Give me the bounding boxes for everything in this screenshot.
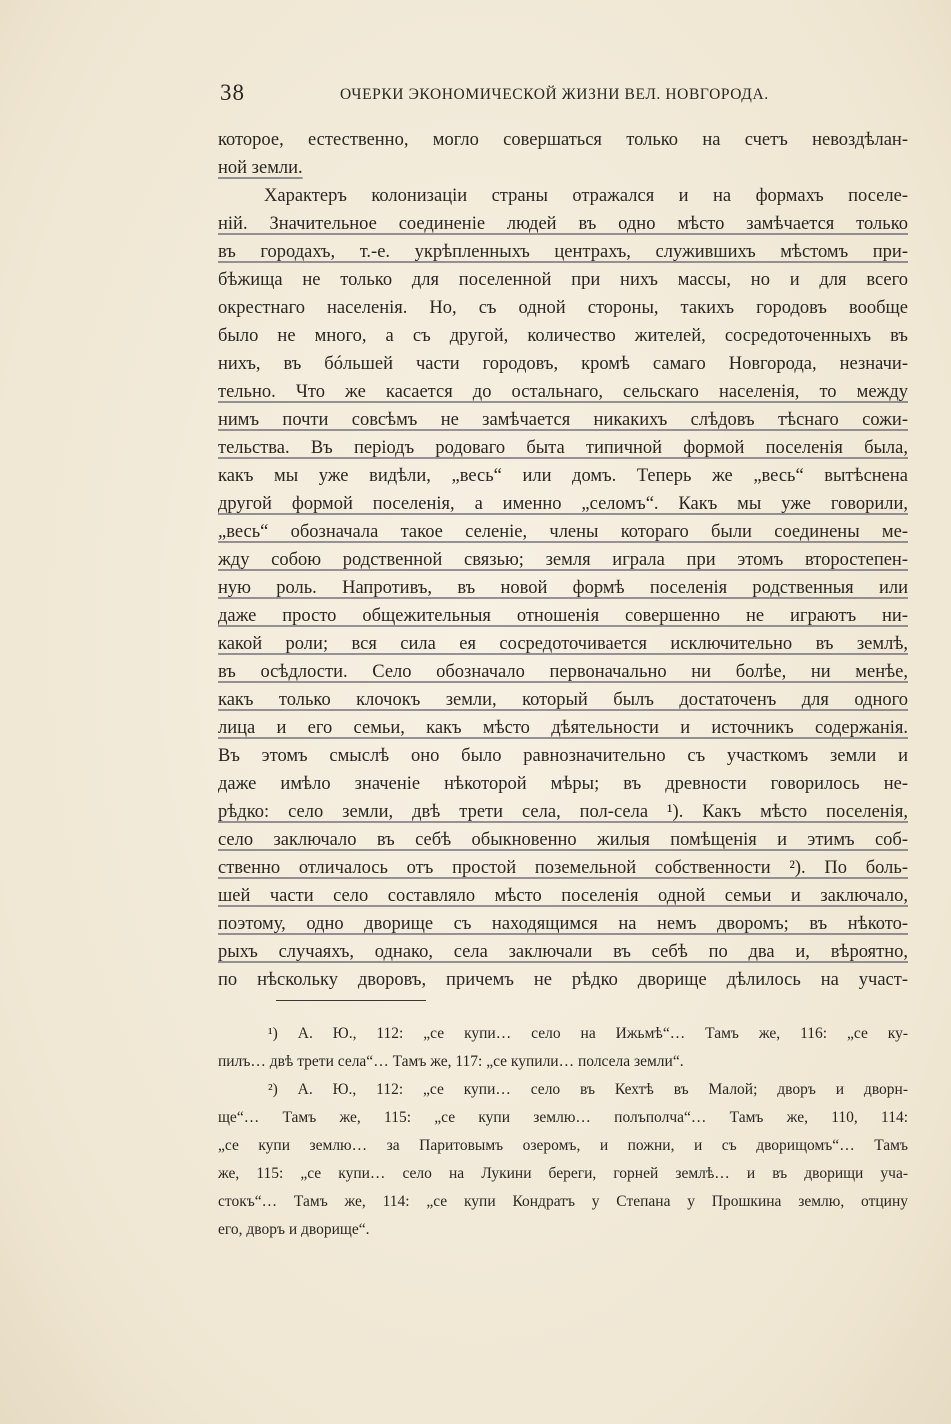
footnote-line: пилъ… двѣ трети села“… Тамъ же, 117: „се купили… полсела земли“. bbox=[218, 1053, 684, 1070]
body-line: ной земли. bbox=[218, 158, 303, 178]
body-line: рыхъ случаяхъ, однако, села заключали въ себѣ по два и, вѣроятно, bbox=[218, 942, 908, 962]
footnote-line: же, 115: „се купи… село на Лукини береги, горней землѣ… и въ дворищи уча- bbox=[218, 1165, 908, 1182]
body-line: „весь“ обозначала такое селеніе, члены котораго были соединены ме- bbox=[218, 522, 908, 542]
body-line: было не много, а съ другой, количество жителей, сосредоточенныхъ въ bbox=[218, 326, 908, 346]
body-line: Характеръ колонизаціи страны отражался и на формахъ поселе- bbox=[264, 186, 908, 206]
body-line: бѣжища не только для поселенной при нихъ массы, но и для всего bbox=[218, 270, 908, 290]
running-head: ОЧЕРКИ ЭКОНОМИЧЕСКОЙ ЖИЗНИ ВЕЛ. НОВГОРОДА. bbox=[340, 86, 769, 103]
footnote-line: его, дворъ и дворище“. bbox=[218, 1221, 370, 1238]
page-number: 38 bbox=[220, 80, 245, 105]
body-line: нихъ, въ бóльшей части городовъ, кромѣ самаго Новгорода, незначи- bbox=[218, 354, 908, 374]
body-line: какой роли; вся сила ея сосредоточивается исключительно въ землѣ, bbox=[218, 634, 908, 654]
body-line: въ городахъ, т.-е. укрѣпленныхъ центрахъ, служившихъ мѣстомъ при- bbox=[218, 242, 908, 262]
body-line: ную роль. Напротивъ, въ новой формѣ поселенія родственныя или bbox=[218, 578, 908, 598]
body-line: поэтому, одно дворище съ находящимся на немъ дворомъ; въ нѣкото- bbox=[218, 914, 908, 934]
body-line: тельно. Что же касается до остальнаго, сельскаго населенія, то между bbox=[218, 382, 908, 402]
body-line: шей части село составляло мѣсто поселенія одной семьи и заключало, bbox=[218, 886, 908, 906]
body-line: тельства. Въ періодъ родоваго быта типичной формой поселенія была, bbox=[218, 438, 908, 458]
body-line: даже имѣло значеніе нѣкоторой мѣры; въ древности говорилось не- bbox=[218, 774, 908, 794]
body-line: другой формой поселенія, а именно „селомъ“. Какъ мы уже говорили, bbox=[218, 494, 908, 514]
body-line: какъ мы уже видѣли, „весь“ или домъ. Теперь же „весь“ вытѣснена bbox=[218, 466, 908, 486]
body-line: жду собою родственной связью; земля играла при этомъ второстепен- bbox=[218, 550, 908, 570]
body-line: по нѣскольку дворовъ, причемъ не рѣдко дворище дѣлилось на участ- bbox=[218, 970, 908, 990]
body-line: рѣдко: село земли, двѣ трети села, пол-села ¹). Какъ мѣсто поселенія, bbox=[218, 802, 908, 822]
footnote-line: ще“… Тамъ же, 115: „се купи землю… полъполча“… Тамъ же, 110, 114: bbox=[218, 1109, 908, 1126]
footnote-line: ¹) А. Ю., 112: „се купи… село на Ижьмѣ“… Тамъ же, 116: „се ку- bbox=[268, 1025, 908, 1042]
body-line: какъ только клочокъ земли, который былъ достаточенъ для одного bbox=[218, 690, 908, 710]
body-line: ственно отличалось отъ простой поземельной собственности ²). По боль- bbox=[218, 858, 908, 878]
body-line: которое, естественно, могло совершаться только на счетъ невоздѣлан- bbox=[218, 130, 908, 150]
body-line: ній. Значительное соединеніе людей въ одно мѣсто замѣчается только bbox=[218, 214, 908, 234]
body-line: даже просто общежительныя отношенія совершенно не играютъ ни- bbox=[218, 606, 908, 626]
footnote-line: ²) А. Ю., 112: „се купи… село въ Кехтѣ въ Малой; дворъ и дворн- bbox=[268, 1081, 908, 1098]
footnote-line: „се купи землю… за Паритовымъ озеромъ, и пожни, и съ дворищомъ“… Тамъ bbox=[218, 1137, 908, 1154]
page-header bbox=[218, 80, 908, 116]
body-line: нимъ почти совсѣмъ не замѣчается никакихъ слѣдовъ тѣснаго сожи- bbox=[218, 410, 908, 430]
body-line: лица и его семьи, какъ мѣсто дѣятельности и источникъ содержанія. bbox=[218, 718, 908, 738]
footnote-line: стокъ“… Тамъ же, 114: „се купи Кондратъ у Степана у Прошкина землю, отцину bbox=[218, 1193, 908, 1210]
footnote-separator bbox=[276, 1000, 426, 1001]
body-line: окрестнаго населенія. Но, съ одной стороны, такихъ городовъ вообще bbox=[218, 298, 908, 318]
body-line: въ осѣдлости. Село обозначало первоначально ни болѣе, ни менѣе, bbox=[218, 662, 908, 682]
body-line: село заключало въ себѣ обыкновенно жилыя помѣщенія и этимъ соб- bbox=[218, 830, 908, 850]
body-line: Въ этомъ смыслѣ оно было равнозначительно съ участкомъ земли и bbox=[218, 746, 908, 766]
